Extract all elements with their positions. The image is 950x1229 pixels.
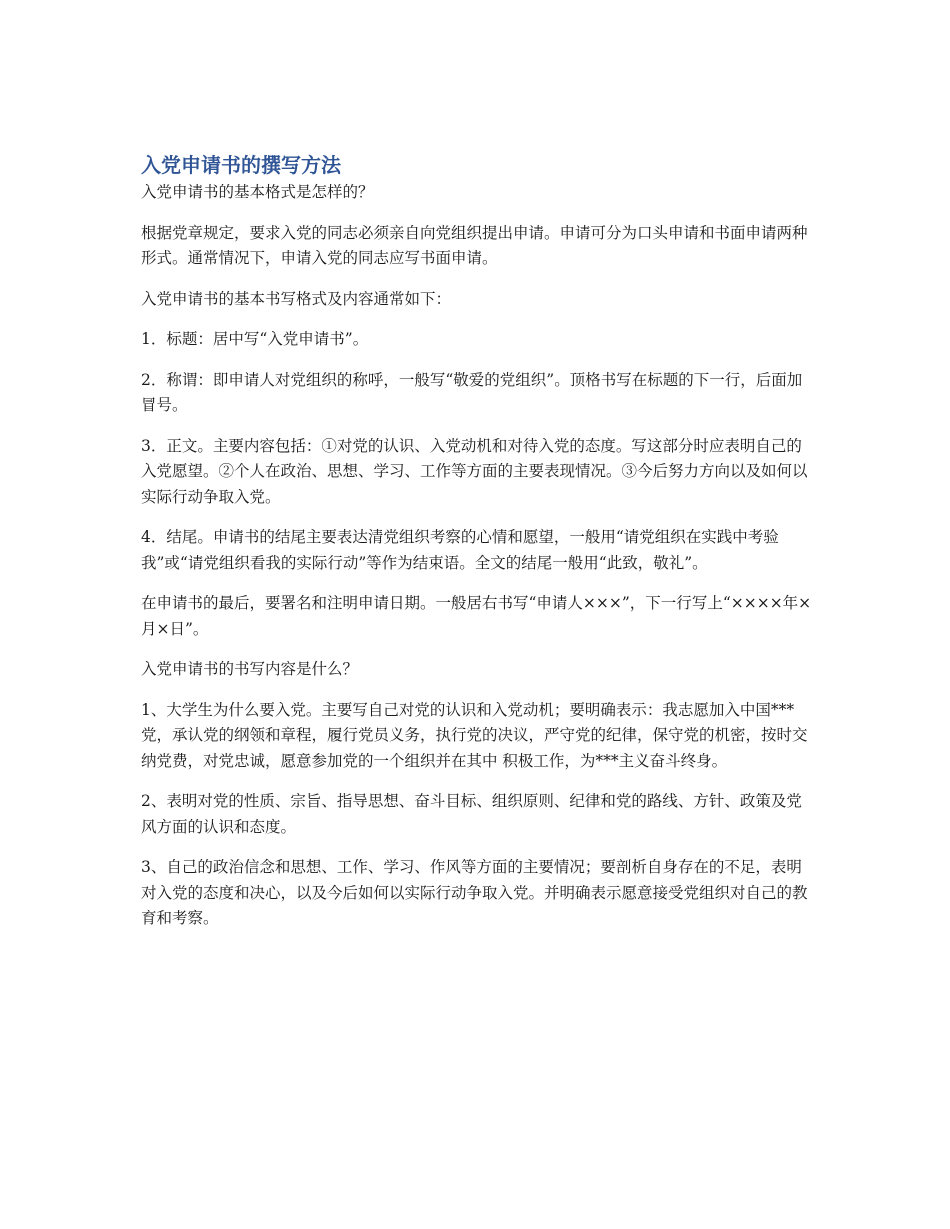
paragraph-question-format: 入党申请书的基本格式是怎样的？ [141,183,374,201]
paragraph-content-1: 1、大学生为什么要入党。主要写自己对党的认识和入党动机；要明确表示：我志愿加入中国***党，承认党的纲领和章程，履行党员义务，执行党的决议，严守党的纪律，保守党的机密，按时交纳党费，对党忠诚，愿意参加党的一个组织并在其中 积极工作，为***主义奋斗终身。 [141,700,808,770]
paragraph-item-ending: 4．结尾。申请书的结尾主要表达清党组织考察的心情和愿望，一般用“请党组织在实践中考验我”或“请党组织看我的实际行动”等作为结束语。全文的结尾一般用“此致，敬礼”。 [141,528,779,572]
paragraph: 入党申请书的基本书写格式及内容通常如下： [141,289,452,308]
paragraph: 根据党章规定，要求入党的同志必须亲自向党组织提出申请。申请可分为口头申请和书面申请两种形式。通常情况下，申请入党的同志应写书面申请。 [141,223,808,267]
paragraph-item-body: 3．正文。主要内容包括：①对党的认识、入党动机和对待入党的态度。写这部分时应表明自己的入党愿望。②个人在政治、思想、学习、工作等方面的主要表现情况。③今后努力方向以及如何以实际行动争取入党。 [141,436,808,506]
paragraph-content-2: 2、表明对党的性质、宗旨、指导思想、奋斗目标、组织原则、纪律和党的路线、方针、政策及党风方面的认识和态度。 [141,792,802,836]
paragraph-question-content: 入党申请书的书写内容是什么？ [141,660,359,678]
paragraph-content-3: 3、自己的政治信念和思想、工作、学习、作风等方面的主要情况；要剖析自身存在的不足，表明对入党的态度和决心，以及今后如何以实际行动争取入党。并明确表示愿意接受党组织对自己的教育和考察。 [141,858,808,927]
paragraph-signature: 在申请书的最后，要署名和注明申请日期。一般居右书写“申请人×××”，下一行写上“××××年×月×日”。 [141,594,812,638]
document-page [141,152,813,947]
paragraph-item-salutation: 2．称谓：即申请人对党组织的称呼，一般写“敬爱的党组织”。顶格书写在标题的下一行，后面加冒号。 [141,370,803,414]
document-title: 入党申请书的撰写方法 [141,153,341,177]
paragraph-item-title: 1．标题：居中写“入党申请书”。 [141,330,369,348]
